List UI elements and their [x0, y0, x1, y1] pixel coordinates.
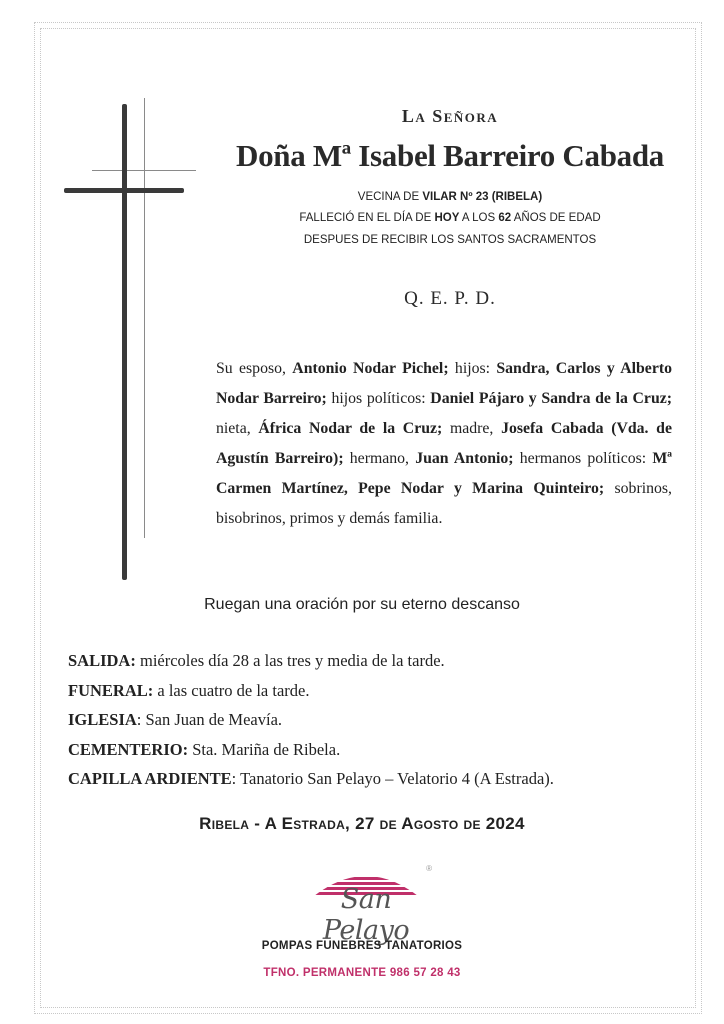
- detail-cementerio: CEMENTERIO: Sta. Mariña de Ribela.: [68, 739, 341, 759]
- cross-thin-horizontal: [92, 170, 196, 171]
- prayer-request: Ruegan una oración por su eterno descanso: [204, 596, 520, 613]
- cross-horizontal-bar: [64, 188, 184, 193]
- deceased-name: Doña Mª Isabel Barreiro Cabada: [236, 138, 664, 173]
- sacraments-line: DESPUES DE RECIBIR LOS SANTOS SACRAMENTOS: [303, 234, 597, 246]
- detail-capilla: CAPILLA ARDIENTE: Tanatorio San Pelayo – Velatorio 4 (A Estrada).: [68, 769, 554, 788]
- qepd: Q. E. P. D.: [404, 288, 496, 309]
- family-paragraph: Su esposo, Antonio Nodar Pichel; hijos: Sandra, Carlos y Alberto Nodar Barreiro; hijos políticos: Daniel Pájaro y Sandra de la Cruz; nieta, África Nodar de la Cruz; madre, Josefa Cabada (Vda. de Agustín Barreiro); hermano, Juan Antonio; hermanos políticos: Mª Carmen Martínez, Pepe Nodar y Marina Quinteiro; sobrinos, bisobrinos, primos y demás familia.: [216, 360, 673, 527]
- phone-number: TFNO. PERMANENTE 986 57 28 43: [263, 967, 461, 979]
- residence-line: VECINA DE VILAR Nº 23 (RIBELA): [357, 191, 543, 203]
- salutation: La Señora: [401, 106, 499, 126]
- funeral-details: [68, 646, 698, 794]
- san-pelayo-logo: [296, 860, 436, 946]
- detail-funeral: FUNERAL: a las cuatro de la tarde.: [68, 680, 310, 700]
- place-date: Ribela - A Estrada, 27 de Agosto de 2024: [199, 814, 525, 833]
- logo-text: San Pelayo: [322, 884, 410, 946]
- detail-salida: SALIDA: miércoles día 28 a las tres y media de la tarde.: [68, 651, 445, 670]
- registered-mark: ®: [426, 864, 432, 873]
- cross-thin-vertical: [144, 98, 145, 538]
- detail-iglesia: IGLESIA: San Juan de Meavía.: [68, 710, 283, 729]
- cross-vertical-bar: [122, 104, 127, 580]
- company-name: POMPAS FUNEBRES TANATORIOS: [261, 940, 463, 952]
- death-line: FALLECIÓ EN EL DÍA DE HOY A LOS 62 AÑOS DE EDAD: [299, 212, 601, 224]
